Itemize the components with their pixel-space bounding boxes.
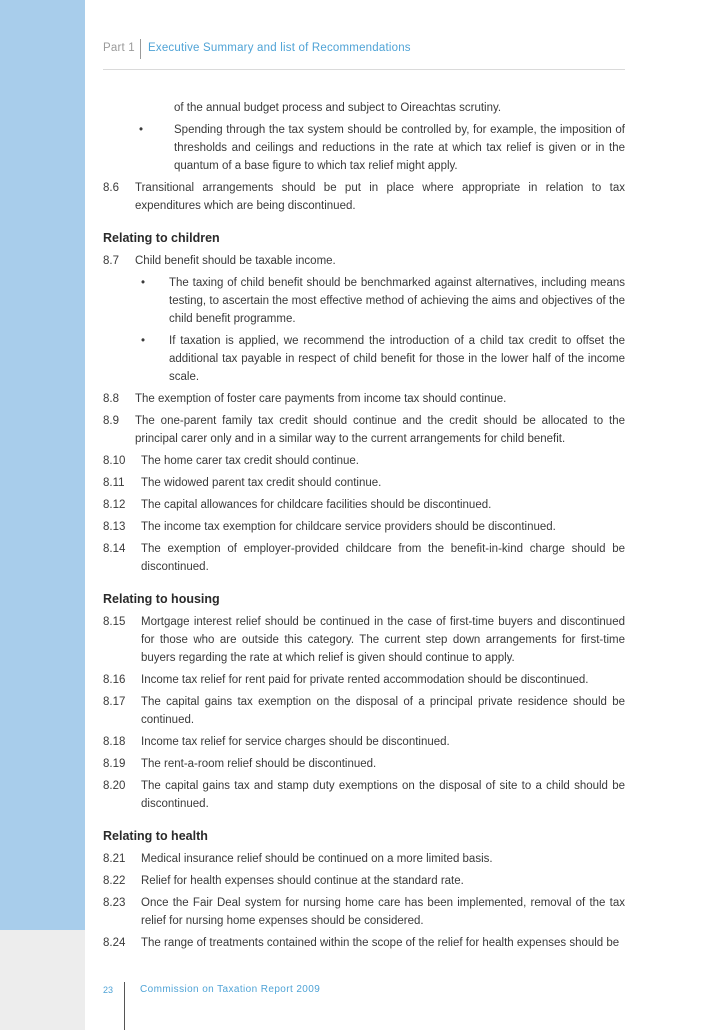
bullet-item xyxy=(103,332,625,386)
bullet-list xyxy=(103,274,625,386)
item-text: The range of treatments contained within the scope of the relief for health expenses should be xyxy=(141,937,620,949)
page-body xyxy=(103,99,625,956)
recommendation-item xyxy=(103,496,625,514)
item-text: The widowed parent tax credit should continue. xyxy=(141,477,382,489)
item-text: The exemption of employer-provided childcare from the benefit-in-kind charge should be discontinued. xyxy=(141,543,625,573)
header-rule xyxy=(103,69,625,70)
item-number: 8.8 xyxy=(103,393,119,405)
item-number: 8.23 xyxy=(103,897,126,909)
recommendation-item xyxy=(103,390,625,408)
item-number: 8.6 xyxy=(103,182,119,194)
recommendation-list xyxy=(103,252,625,270)
item-text: The one-parent family tax credit should continue and the credit should be allocated to the principal carer only and in a similar way to the current arrangements for child benefit. xyxy=(135,415,625,445)
recommendation-list xyxy=(103,613,625,813)
item-text: Once the Fair Deal system for nursing home care has been implemented, removal of the tax relief for nursing home expenses should be considered. xyxy=(141,897,625,927)
item-number: 8.11 xyxy=(103,477,125,489)
item-number: 8.24 xyxy=(103,937,126,949)
item-number: 8.16 xyxy=(103,674,126,686)
item-number: 8.13 xyxy=(103,521,126,533)
recommendation-item xyxy=(103,733,625,751)
recommendation-item xyxy=(103,850,625,868)
bullet-mark: • xyxy=(141,335,146,347)
recommendation-item xyxy=(103,755,625,773)
item-text: The income tax exemption for childcare service providers should be discontinued. xyxy=(141,521,556,533)
item-number: 8.19 xyxy=(103,758,126,770)
page-number: 23 xyxy=(103,985,114,995)
item-text: Relief for health expenses should continue at the standard rate. xyxy=(141,875,464,887)
recommendation-item xyxy=(103,179,625,215)
item-text: Medical insurance relief should be continued on a more limited basis. xyxy=(141,853,493,865)
paragraph-text: Spending through the tax system should be controlled by, for example, the imposition of thresholds and ceilings and reductions in the rate at which tax relief is given or in the quantum of a base figure to which tax relief might apply. xyxy=(174,124,625,172)
item-number: 8.7 xyxy=(103,255,119,267)
item-number: 8.22 xyxy=(103,875,126,887)
bullet-item xyxy=(103,121,625,175)
item-text: Child benefit should be taxable income. xyxy=(135,255,336,267)
header-separator xyxy=(140,39,141,59)
recommendation-item xyxy=(103,671,625,689)
recommendation-item xyxy=(103,894,625,930)
item-text: The rent-a-room relief should be discontinued. xyxy=(141,758,377,770)
recommendation-item xyxy=(103,452,625,470)
recommendation-list xyxy=(103,850,625,952)
item-text: The exemption of foster care payments from income tax should continue. xyxy=(135,393,507,405)
recommendation-item xyxy=(103,872,625,890)
recommendation-list xyxy=(103,390,625,576)
recommendation-item xyxy=(103,693,625,729)
bullet-text: If taxation is applied, we recommend the introduction of a child tax credit to offset the additional tax payable in respect of child benefit for those in the lower half of the income scale. xyxy=(169,335,625,383)
item-number: 8.15 xyxy=(103,616,126,628)
item-number: 8.10 xyxy=(103,455,126,467)
bullet-text: The taxing of child benefit should be benchmarked against alternatives, including means testing, to ascertain the most effective method of achieving the aims and objectives of the child benefit programme. xyxy=(169,277,625,325)
continued-bullet-text xyxy=(103,99,625,117)
recommendation-item xyxy=(103,474,625,492)
bullet-mark: • xyxy=(141,277,146,289)
item-text: Transitional arrangements should be put in place where appropriate in relation to tax expenditures which are being discontinued. xyxy=(135,182,625,212)
side-color-band xyxy=(0,0,85,930)
item-number: 8.20 xyxy=(103,780,126,792)
paragraph-text: of the annual budget process and subject to Oireachtas scrutiny. xyxy=(174,102,502,114)
recommendation-item xyxy=(103,252,625,270)
item-text: Mortgage interest relief should be continued in the case of first-time buyers and discontinued for those who are outside this category. The current step down arrangements for first-time buyers regarding the rate at which relief is given should continue to apply. xyxy=(141,616,625,664)
item-text: The capital gains tax and stamp duty exemptions on the disposal of site to a child should be discontinued. xyxy=(141,780,625,810)
recommendation-item xyxy=(103,613,625,667)
footer-rule xyxy=(124,982,125,1030)
side-grey-band xyxy=(0,930,85,1030)
item-text: The capital gains tax exemption on the disposal of a principal private residence should be continued. xyxy=(141,696,625,726)
recommendation-item xyxy=(103,540,625,576)
item-text: The home carer tax credit should continue. xyxy=(141,455,359,467)
item-text: The capital allowances for childcare facilities should be discontinued. xyxy=(141,499,492,511)
bullet-mark: • xyxy=(139,124,144,136)
item-text: Income tax relief for service charges should be discontinued. xyxy=(141,736,450,748)
recommendation-item xyxy=(103,934,625,952)
section-heading-housing: Relating to housing xyxy=(103,592,220,606)
section-heading-health: Relating to health xyxy=(103,829,208,843)
item-number: 8.18 xyxy=(103,736,126,748)
item-number: 8.9 xyxy=(103,415,119,427)
footer-title: Commission on Taxation Report 2009 xyxy=(140,984,321,995)
header-title: Executive Summary and list of Recommendations xyxy=(148,42,411,54)
item-number: 8.14 xyxy=(103,543,126,555)
item-number: 8.12 xyxy=(103,499,126,511)
recommendation-item xyxy=(103,777,625,813)
recommendation-item xyxy=(103,412,625,448)
recommendation-list xyxy=(103,179,625,215)
page-header xyxy=(103,42,625,58)
item-text: Income tax relief for rent paid for private rented accommodation should be discontinued. xyxy=(141,674,589,686)
item-number: 8.21 xyxy=(103,853,126,865)
section-heading-children: Relating to children xyxy=(103,231,220,245)
header-part-label: Part 1 xyxy=(103,42,135,54)
item-number: 8.17 xyxy=(103,696,126,708)
bullet-item xyxy=(103,274,625,328)
recommendation-item xyxy=(103,518,625,536)
